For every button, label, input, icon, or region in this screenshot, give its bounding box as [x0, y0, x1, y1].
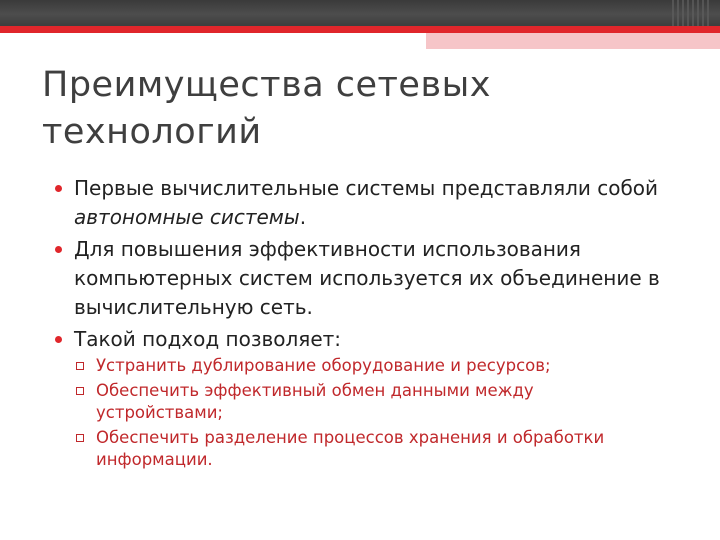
bullet-emphasis: автономные системы [74, 205, 300, 229]
bullet-text: Для повышения эффективности использования компьютерных систем используется их объединение в вычислительную сеть. [74, 237, 660, 319]
subbullet-item [74, 427, 664, 472]
bullet-item [54, 235, 664, 322]
bullet-dot-icon [55, 246, 62, 253]
slide-title-line2: технологий [42, 112, 262, 152]
subbullet-item [74, 380, 664, 425]
bullet-text: Первые вычислительные системы представляли собой [74, 176, 659, 200]
bullet-dot-icon [55, 185, 62, 192]
bullet-text: Такой подход позволяет: [74, 327, 342, 351]
slide-title [42, 62, 662, 156]
square-bullet-icon [76, 434, 84, 442]
subbullet-item [74, 355, 664, 378]
bullet-item [54, 325, 664, 472]
bullet-suffix: . [299, 205, 307, 229]
subbullet-text: Обеспечить эффективный обмен данными между устройствами; [96, 380, 534, 422]
square-bullet-icon [76, 362, 84, 370]
subbullet-text: Устранить дублирование оборудование и ресурсов; [96, 356, 551, 375]
bullet-item [54, 174, 664, 232]
subbullet-text: Обеспечить разделение процессов хранения и обработки информации. [96, 427, 605, 469]
accent-bar-light [426, 33, 720, 49]
bullet-dot-icon [55, 336, 62, 343]
header-bar [0, 0, 720, 26]
bullet-list [54, 174, 664, 472]
subbullet-list [74, 355, 664, 472]
slide-title-line1: Преимущества сетевых [42, 65, 491, 105]
accent-bar [0, 26, 720, 33]
slide-content [54, 174, 664, 475]
square-bullet-icon [76, 387, 84, 395]
header-stripes [672, 0, 712, 26]
